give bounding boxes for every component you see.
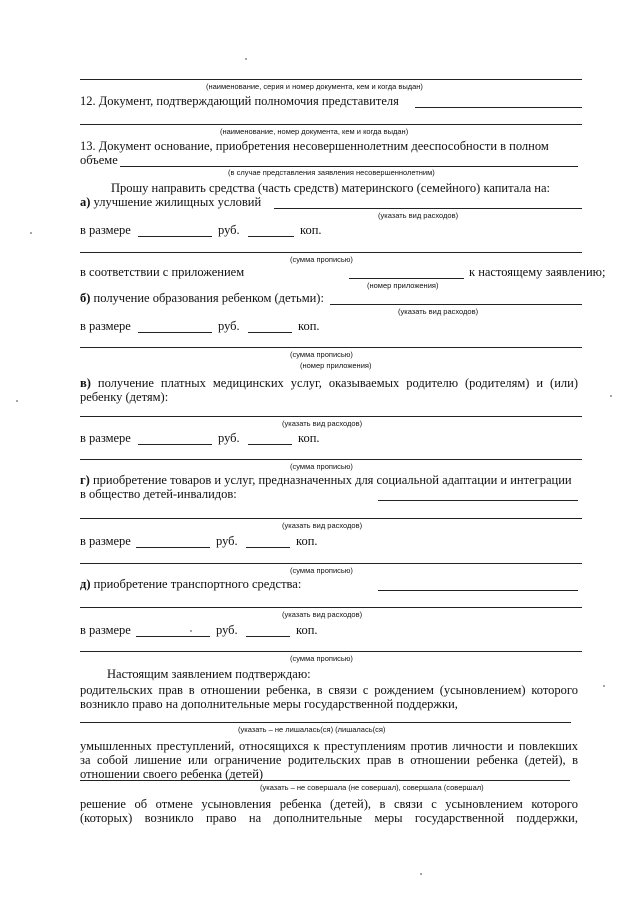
item-v-text: получение платных медицинских услуг, оказываемых родителю (родителям) и (или): [97, 376, 579, 390]
item-g-text-cont: в общество детей-инвалидов:: [80, 487, 237, 501]
rub-label: руб.: [216, 534, 238, 548]
item-a-text: улучшение жилищных условий: [93, 195, 262, 209]
item-g-letter: г): [80, 473, 90, 487]
expense-kind-field-d-2[interactable]: [80, 607, 582, 608]
caption-appendix-number: (номер приложения): [300, 361, 372, 370]
caption-sum-words: (сумма прописью): [290, 566, 353, 575]
scan-speck: [16, 400, 18, 402]
expense-kind-field-g-1[interactable]: [378, 500, 578, 501]
item-v-text-cont: ребенку (детям):: [80, 390, 169, 404]
caption-expense-kind: (указать вид расходов): [282, 419, 363, 428]
amount-label: в размере: [80, 223, 131, 237]
expense-kind-field-b[interactable]: [330, 304, 582, 305]
kop-field-v[interactable]: [248, 444, 292, 445]
rub-field-a[interactable]: [138, 236, 212, 237]
kop-label: коп.: [296, 623, 318, 637]
item-v-letter: в): [80, 376, 91, 390]
item-a-letter: а): [80, 195, 91, 209]
cancel-text-cont: (которых) возникло право на дополнительные меры государственной поддержки,: [80, 811, 578, 825]
confirm-heading: Настоящим заявлением подтверждаю:: [107, 667, 311, 681]
caption-deprived: (указать – не лишалась(ся) (лишалась(ся): [238, 725, 386, 734]
sum-words-field-d[interactable]: [80, 651, 582, 652]
expense-kind-field-v[interactable]: [80, 416, 582, 417]
kop-label: коп.: [298, 431, 320, 445]
scan-speck: [190, 630, 192, 632]
sum-words-field-b[interactable]: [80, 347, 582, 348]
crimes-text-end: отношении своего ребенка (детей): [80, 767, 264, 781]
appendix-number-field-a[interactable]: [349, 278, 464, 279]
rub-field-v[interactable]: [138, 444, 212, 445]
crimes-text: умышленных преступлений, относящихся к преступлениям против личности и повлекших: [80, 739, 578, 753]
item-b: [80, 291, 324, 305]
representative-document-field[interactable]: [415, 107, 582, 108]
committed-field[interactable]: [80, 780, 570, 781]
kop-field-a[interactable]: [248, 236, 294, 237]
item-g: [80, 473, 572, 487]
expense-kind-field-a[interactable]: [274, 208, 582, 209]
scan-speck: [420, 873, 422, 875]
item-g-text: приобретение товаров и услуг, предназначенных для социальной адаптации и интеграции: [92, 473, 572, 487]
fill-line[interactable]: [80, 79, 582, 80]
rub-label: руб.: [218, 223, 240, 237]
scan-speck: [603, 685, 605, 687]
cancel-text: решение об отмене усыновления ребенка (детей), в связи с усыновлением которого: [80, 797, 578, 811]
caption-document: (наименование, серия и номер документа, кем и когда выдан): [206, 82, 423, 91]
caption-expense-kind: (указать вид расходов): [398, 307, 479, 316]
sum-words-field-v[interactable]: [80, 459, 582, 460]
kop-field-d[interactable]: [246, 636, 290, 637]
expense-kind-field-d-1[interactable]: [378, 590, 578, 591]
caption-sum-words: (сумма прописью): [290, 350, 353, 359]
basis-document-field[interactable]: [120, 166, 578, 167]
amount-label: в размере: [80, 319, 131, 333]
rub-field-b[interactable]: [138, 332, 212, 333]
rub-field-d[interactable]: [136, 636, 210, 637]
crimes-text-cont: за собой лишение или ограничение родительских прав в отношении ребенка (детей), в: [80, 753, 578, 767]
caption-document: (наименование, номер документа, кем и когда выдан): [220, 127, 409, 136]
fill-line[interactable]: [80, 124, 582, 125]
expense-kind-field-g-2[interactable]: [80, 518, 582, 519]
sum-words-field-a[interactable]: [80, 252, 582, 253]
item-a: [80, 195, 261, 209]
kop-label: коп.: [296, 534, 318, 548]
rub-field-g[interactable]: [136, 547, 210, 548]
caption-minor: (в случае представления заявления несовершеннолетним): [228, 168, 435, 177]
rights-text-cont: возникло право на дополнительные меры государственной поддержки,: [80, 697, 458, 711]
scan-speck: [30, 232, 32, 234]
item-d-text: приобретение транспортного средства:: [93, 577, 302, 591]
caption-appendix-number: (номер приложения): [367, 281, 439, 290]
scan-speck: [245, 58, 247, 60]
amount-label: в размере: [80, 623, 131, 637]
kop-label: коп.: [298, 319, 320, 333]
item-d-letter: д): [80, 577, 91, 591]
caption-expense-kind: (указать вид расходов): [282, 610, 363, 619]
rub-label: руб.: [216, 623, 238, 637]
item-b-letter: б): [80, 291, 91, 305]
appendix-label: в соответствии с приложением: [80, 265, 245, 279]
deprived-field[interactable]: [80, 722, 571, 723]
item-13-label-cont: объеме: [80, 153, 118, 167]
request-text: Прошу направить средства (часть средств) материнского (семейного) капитала на:: [111, 181, 551, 195]
item-12-label: 12. Документ, подтверждающий полномочия представителя: [80, 94, 399, 108]
caption-sum-words: (сумма прописью): [290, 654, 353, 663]
item-b-text: получение образования ребенком (детьми):: [93, 291, 324, 305]
rights-text: родительских прав в отношении ребенка, в связи с рождением (усыновлением) которого: [80, 683, 578, 697]
sum-words-field-g[interactable]: [80, 563, 582, 564]
item-v: [80, 376, 578, 390]
scan-speck: [610, 395, 612, 397]
caption-sum-words: (сумма прописью): [290, 462, 353, 471]
item-d: [80, 577, 301, 591]
caption-sum-words: (сумма прописью): [290, 255, 353, 264]
rub-label: руб.: [218, 319, 240, 333]
rub-label: руб.: [218, 431, 240, 445]
amount-label: в размере: [80, 534, 131, 548]
caption-expense-kind: (указать вид расходов): [378, 211, 459, 220]
kop-field-g[interactable]: [246, 547, 290, 548]
kop-field-b[interactable]: [248, 332, 292, 333]
item-13-label: 13. Документ основание, приобретения несовершеннолетним дееспособности в полном: [80, 139, 549, 153]
caption-committed: (указать – не совершала (не совершал), совершала (совершал): [260, 783, 484, 792]
kop-label: коп.: [300, 223, 322, 237]
amount-label: в размере: [80, 431, 131, 445]
caption-expense-kind: (указать вид расходов): [282, 521, 363, 530]
to-statement-label: к настоящему заявлению;: [469, 265, 606, 279]
